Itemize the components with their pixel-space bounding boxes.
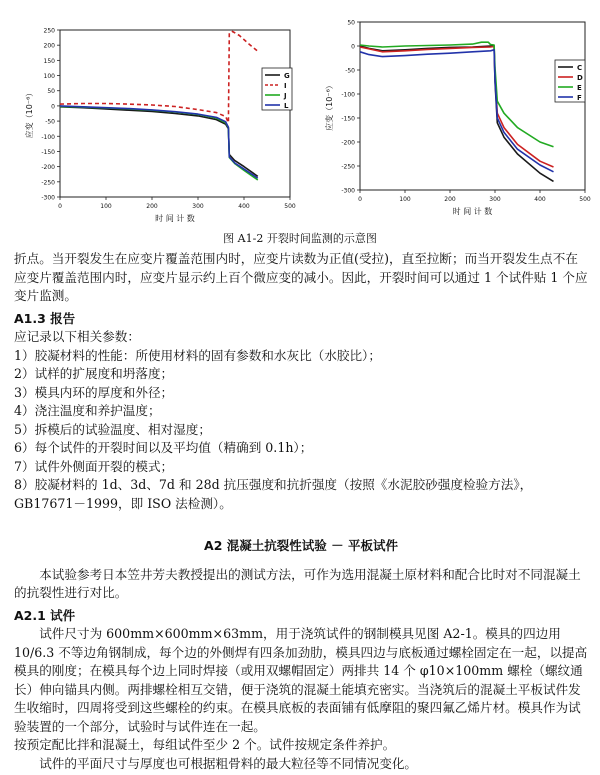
figure-caption: 图 A1-2 开裂时间监测的示意图 — [223, 232, 377, 245]
y-tick-label: -200 — [41, 164, 55, 172]
body-text — [14, 250, 588, 513]
x-tick-label: 300 — [489, 196, 501, 203]
x-tick-label: 200 — [444, 196, 456, 203]
chart-right — [300, 0, 600, 225]
y-tick-label: -250 — [341, 163, 355, 171]
section-a2-intro: 本试验参考日本笠井芳夫教授提出的测试方法，可作为选用混凝土原材料和配合比时对不同混凝土的抗裂性进行对比。 — [14, 566, 581, 600]
x-tick-label: 500 — [579, 196, 591, 203]
report-item: 7）试件外侧面开裂的模式； — [14, 458, 174, 474]
strain-chart-right — [300, 0, 600, 225]
y-tick-label: 150 — [43, 57, 55, 65]
section-a21-title: A2.1 试件 — [14, 607, 76, 623]
x-tick-label: 300 — [192, 203, 204, 210]
report-item: 8）胶凝材料的 1d、3d、7d 和 28d 抗压强度和抗折强度（按照《水泥胶砂强度检验方法》，GB17671－1999，即 ISO 法检测）。 — [14, 477, 533, 511]
section-a21-para3: 试件的平面尺寸与厚度也可根据粗骨料的最大粒径等不同情况变化。 — [39, 755, 417, 771]
y-tick-label: -100 — [341, 91, 355, 99]
y-tick-label: -50 — [345, 67, 355, 75]
y-tick-label: 250 — [43, 27, 55, 35]
legend-label-I: I — [284, 82, 287, 90]
chart-left — [0, 0, 300, 225]
x-axis-label: 时 间 计 数 — [155, 214, 195, 223]
x-tick-label: 400 — [534, 196, 546, 203]
x-tick-label: 0 — [358, 196, 362, 203]
y-tick-label: -300 — [341, 187, 355, 195]
report-item: 2）试样的扩展度和坍落度； — [14, 366, 174, 381]
y-tick-label: -150 — [341, 115, 355, 123]
y-tick-label: -50 — [45, 118, 55, 126]
y-tick-label: -300 — [41, 194, 55, 202]
legend-label-E: E — [577, 84, 582, 92]
y-tick-label: 0 — [51, 103, 55, 111]
y-tick-label: 200 — [43, 42, 55, 50]
legend-label-G: G — [284, 72, 290, 80]
report-item: 1）胶凝材料的性能：所使用材料的固有参数和水灰比（水胶比）； — [14, 347, 381, 363]
report-item: 4）浇注温度和养护温度； — [14, 403, 161, 418]
y-tick-label: 100 — [43, 73, 55, 81]
y-tick-label: 50 — [347, 19, 355, 27]
y-tick-label: -100 — [41, 133, 55, 141]
x-tick-label: 500 — [284, 203, 296, 210]
legend-label-J: J — [284, 92, 287, 100]
y-tick-label: 50 — [47, 88, 55, 96]
x-tick-label: 200 — [146, 203, 158, 210]
y-tick-label: 0 — [351, 43, 355, 51]
y-axis-label: 应变（10⁻⁶） — [25, 88, 34, 139]
strain-chart-left — [0, 0, 300, 225]
report-item: 6）每个试件的开裂时间以及平均值（精确到 0.1h）； — [14, 440, 313, 455]
report-item: 3）模具内环的厚度和外径； — [14, 384, 174, 400]
x-tick-label: 0 — [58, 203, 62, 210]
legend-label-C: C — [577, 64, 583, 72]
x-tick-label: 100 — [399, 196, 411, 203]
y-axis-label: 应变（10⁻⁶） — [325, 81, 334, 131]
report-item: 5）拆模后的试验温度、相对湿度； — [14, 421, 211, 437]
paragraph-cracking: 折点。当开裂发生在应变片覆盖范围内时，应变片读数为正值(受拉)，直至拉断；而当开裂发生点不在应变片覆盖范围内时，应变片显示约上百个微应变的减小。因此，开裂时间可以通过 1 个试件贴 1 个应变片监测。 — [14, 251, 588, 303]
y-tick-label: -250 — [41, 179, 55, 187]
y-tick-label: -200 — [341, 139, 355, 147]
body-text-a2 — [14, 537, 588, 773]
section-a13-intro: 应记录以下相关参数： — [14, 329, 140, 344]
legend-label-D: D — [577, 74, 583, 82]
x-tick-label: 100 — [100, 203, 112, 210]
legend-label-F: F — [577, 94, 582, 102]
section-a13-title: A1.3 报告 — [14, 310, 76, 326]
legend-label-L: L — [284, 102, 289, 110]
section-a21-para2: 按预定配比拌和混凝土，每组试件至少 2 个。试件按规定条件养护。 — [14, 737, 396, 752]
section-a21-para1: 试件尺寸为 600mm×600mm×63mm，用于浇筑试件的钢制模具见图 A2-1。模具的四边用 10/6.3 不等边角钢制成，每个边的外侧焊有四条加劲肋，模具四边与底板通过螺栓固定在一起，以提高模具的刚度；在模具每个边上同时焊接（或用双螺帽固定）两排共 14 个 φ10×100mm 螺栓（螺纹通长）伸向锚具内侧。两排螺栓相互交错，便于浇筑的混凝土能填充密实。当浇筑后的混凝土平板试件发生收缩时，四周将受到这些螺栓的约束。在模具底板的表面铺有低摩阻的聚四氟乙烯片材。模具作为试验装置的一个部分，试验时与试件连在一起。 — [14, 626, 588, 734]
x-axis-label: 时 间 计 数 — [452, 207, 493, 216]
x-tick-label: 400 — [238, 203, 250, 210]
y-tick-label: -150 — [41, 148, 55, 156]
section-a2-title: A2 混凝土抗裂性试验 － 平板试件 — [204, 538, 398, 553]
